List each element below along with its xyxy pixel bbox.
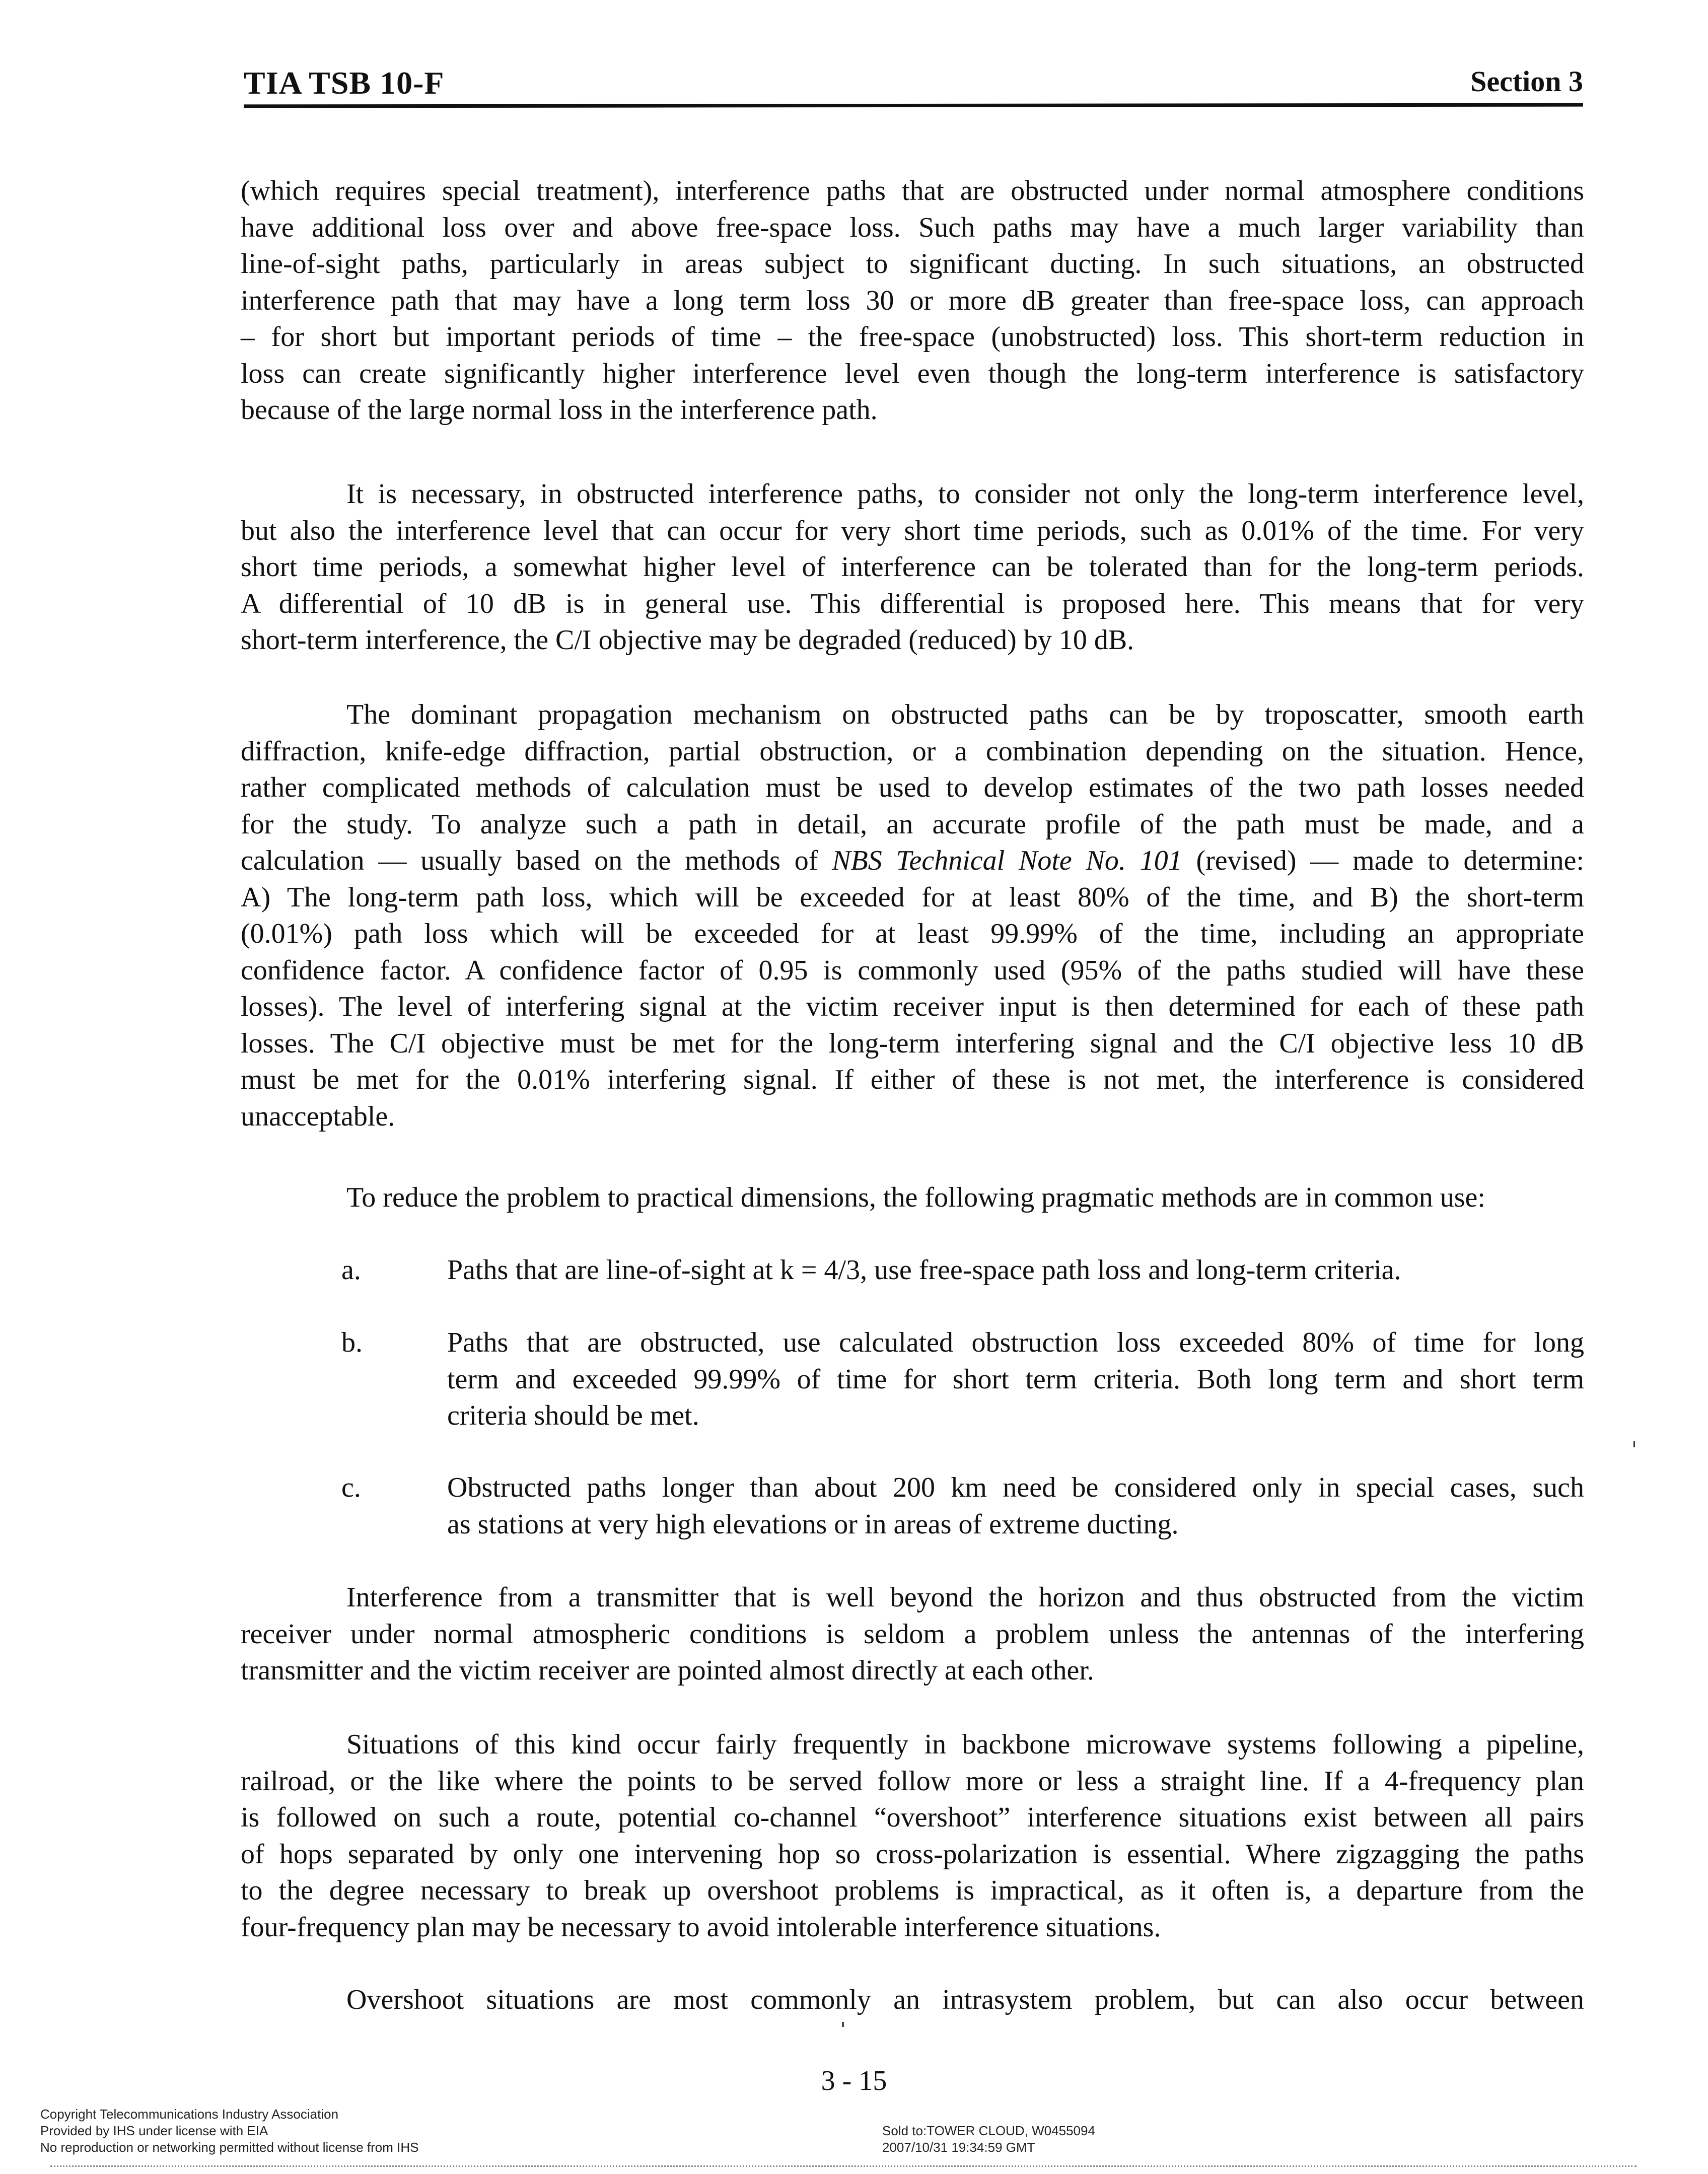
copyright-line: No reproduction or networking permitted without license from IHS (40, 2140, 419, 2155)
paragraph-2 (241, 476, 1584, 659)
text-line: line-of-sight paths, particularly in areas subject to significant ducting. In such situations, an obstructed (241, 248, 1584, 279)
text-line: because of the large normal loss in the interference path. (241, 394, 878, 426)
text-line: must be met for the 0.01% interfering signal. If either of these is not met, the interference is considered (241, 1064, 1584, 1095)
text-line: losses. The C/I objective must be met for the long-term interfering signal and the C/I objective less 10 dB (241, 1027, 1584, 1059)
text-line: Paths that are line-of-sight at k = 4/3, use free-space path loss and long-term criteria. (447, 1254, 1401, 1286)
text-line: to the degree necessary to break up overshoot problems is impractical, as it often is, a departure from the (241, 1875, 1584, 1906)
text-line: receiver under normal atmospheric conditions is seldom a problem unless the antennas of the interfering (241, 1618, 1584, 1650)
paragraph-1 (241, 173, 1584, 429)
text-line: To reduce the problem to practical dimensions, the following pragmatic methods are in common use: (346, 1182, 1485, 1213)
text-line: have additional loss over and above free-space loss. Such paths may have a much larger variability than (241, 212, 1584, 243)
text-line: It is necessary, in obstructed interference paths, to consider not only the long-term interference level, (346, 478, 1584, 510)
list-marker: b. (341, 1327, 363, 1358)
text-line: confidence factor. A confidence factor of 0.95 is commonly used (95% of the paths studied will have these (241, 954, 1584, 986)
sold-to-line: Sold to:TOWER CLOUD, W0455094 (882, 2123, 1095, 2138)
text-fragment: (revised) — made to determine: (1182, 845, 1584, 876)
text-line: but also the interference level that can occur for very short time periods, such as 0.01% of the time. For very (241, 515, 1584, 546)
copyright-notice (40, 2106, 418, 2156)
page-number: 3 - 15 (821, 2065, 887, 2096)
paragraph-3 (241, 696, 1584, 1135)
text-line: short time periods, a somewhat higher level of interference can be tolerated than for the long-term periods. (241, 551, 1584, 583)
text-line: is followed on such a route, potential co-channel “overshoot” interference situations exist between all pairs (241, 1802, 1584, 1833)
text-line: for the study. To analyze such a path in detail, an accurate profile of the path must be made, and a (241, 808, 1584, 840)
list-marker: c. (341, 1472, 361, 1503)
text-line: Obstructed paths longer than about 200 km need be considered only in special cases, such (447, 1472, 1584, 1503)
section-label: Section 3 (1470, 65, 1583, 98)
text-line: loss can create significantly higher interference level even though the long-term interference is satisfactory (241, 358, 1584, 389)
paragraph-6 (241, 1726, 1584, 1945)
list-marker: a. (341, 1254, 361, 1286)
paragraph-7 (241, 1982, 1584, 2018)
paragraph-4 (241, 1179, 1584, 1216)
text-line: A) The long-term path loss, which will be exceeded for at least 80% of the time, and B) the short-term (241, 881, 1584, 913)
citation-title: NBS Technical Note No. 101 (832, 845, 1182, 876)
text-line-with-citation (241, 843, 1584, 879)
copyright-line: Copyright Telecommunications Industry Association (40, 2107, 339, 2122)
text-line: railroad, or the like where the points to be served follow more or less a straight line. If a 4-frequency plan (241, 1765, 1584, 1797)
text-line: short-term interference, the C/I objective may be degraded (reduced) by 10 dB. (241, 624, 1134, 656)
timestamp-line: 2007/10/31 19:34:59 GMT (882, 2140, 1035, 2155)
text-line: – for short but important periods of time – the free-space (unobstructed) loss. This short-term reduction in (241, 321, 1584, 353)
text-line: four-frequency plan may be necessary to avoid intolerable interference situations. (241, 1911, 1161, 1943)
text-line: interference path that may have a long term loss 30 or more dB greater than free-space loss, can approach (241, 285, 1584, 316)
text-line: transmitter and the victim receiver are pointed almost directly at each other. (241, 1655, 1094, 1686)
text-line: unacceptable. (241, 1100, 395, 1132)
text-fragment: calculation — usually based on the methods of (241, 845, 832, 876)
text-line: (0.01%) path loss which will be exceeded for at least 99.99% of the time, including an appropriate (241, 918, 1584, 949)
text-line: Overshoot situations are most commonly an intrasystem problem, but can also occur between (346, 1984, 1584, 2015)
text-line: Interference from a transmitter that is well beyond the horizon and thus obstructed from the victim (346, 1582, 1584, 1613)
paragraph-5 (241, 1579, 1584, 1689)
text-line: as stations at very high elevations or in areas of extreme ducting. (447, 1508, 1179, 1540)
scan-artifact (842, 2022, 844, 2027)
scan-artifact (1633, 1441, 1635, 1447)
text-line: criteria should be met. (447, 1400, 699, 1431)
text-line: rather complicated methods of calculation must be used to develop estimates of the two path losses needed (241, 772, 1584, 803)
text-line: (which requires special treatment), interference paths that are obstructed under normal atmosphere conditions (241, 175, 1584, 206)
text-line: The dominant propagation mechanism on obstructed paths can be by troposcatter, smooth earth (346, 699, 1584, 730)
text-line: losses). The level of interfering signal at the victim receiver input is then determined for each of these path (241, 991, 1584, 1022)
sold-to-notice (882, 2123, 1095, 2156)
text-line: term and exceeded 99.99% of time for short term criteria. Both long term and short term (447, 1363, 1584, 1395)
text-line: of hops separated by only one intervening hop so cross-polarization is essential. Where zigzagging the paths (241, 1838, 1584, 1870)
copyright-line: Provided by IHS under license with EIA (40, 2123, 268, 2138)
header-rule (244, 103, 1583, 108)
scan-artifact (50, 2165, 1636, 2168)
document-id: TIA TSB 10-F (244, 65, 445, 101)
text-line: Situations of this kind occur fairly frequently in backbone microwave systems following a pipeline, (346, 1729, 1584, 1760)
text-line: Paths that are obstructed, use calculated obstruction loss exceeded 80% of time for long (447, 1327, 1584, 1358)
text-line: diffraction, knife-edge diffraction, partial obstruction, or a combination depending on the situation. Hence, (241, 735, 1584, 767)
text-line: A differential of 10 dB is in general use. This differential is proposed here. This means that for very (241, 588, 1584, 619)
